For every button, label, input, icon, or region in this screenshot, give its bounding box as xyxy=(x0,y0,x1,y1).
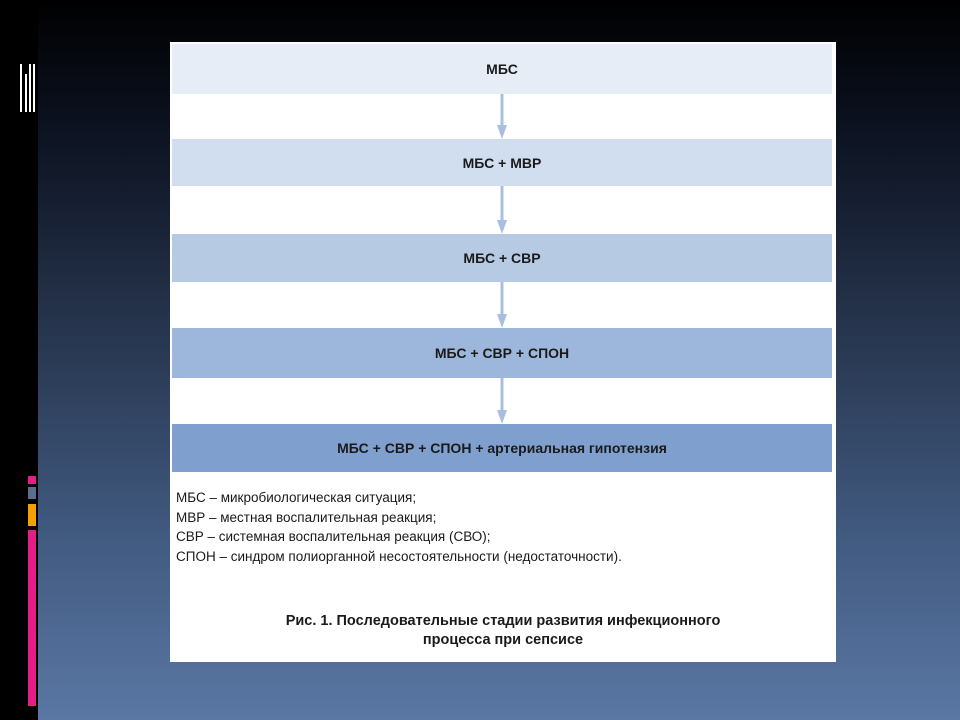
deco-line xyxy=(25,74,27,112)
figure-caption xyxy=(170,612,836,650)
stage-label-1: МБС xyxy=(486,61,518,77)
deco-blue-bar xyxy=(28,487,36,499)
sepsis-stages-figure xyxy=(170,42,836,662)
stage-box-3 xyxy=(172,234,832,282)
stage-box-2 xyxy=(172,139,832,186)
stage-box-5 xyxy=(172,424,832,472)
arrow-down-icon xyxy=(497,94,507,139)
deco-line xyxy=(33,64,35,112)
abbreviation-legend xyxy=(176,488,826,566)
deco-pink-tall-bar xyxy=(28,530,36,706)
legend-item: МВР – местная воспалительная реакция; xyxy=(176,509,437,525)
stage-label-2: МБС + МВР xyxy=(462,154,542,171)
arrow-down-icon xyxy=(497,282,507,328)
arrow-down-icon xyxy=(497,378,507,424)
arrow-down-icon xyxy=(497,186,507,234)
stage-label-5: МБС + СВР + СПОН + артериальная гипотензия xyxy=(337,440,667,456)
legend-item: МБС – микробиологическая ситуация; xyxy=(176,490,417,505)
caption-line-1: Рис. 1. Последовательные стадии развития инфекционного xyxy=(285,613,721,629)
stage-box-4 xyxy=(172,328,832,378)
deco-line xyxy=(20,64,22,112)
stage-label-4: МБС + СВР + СПОН xyxy=(434,345,570,361)
legend-item: СВР – системная воспалительная реакция (СВО); xyxy=(176,529,491,544)
legend-item: СПОН – синдром полиорганной несостоятельности (недостаточности). xyxy=(176,548,622,564)
caption-line-2: процесса при сепсисе xyxy=(422,632,584,648)
stage-label-3: МБС + СВР xyxy=(463,250,541,266)
deco-pink-bar xyxy=(28,476,36,484)
stage-box-1 xyxy=(172,44,832,94)
deco-orange-bar xyxy=(28,504,36,526)
deco-line xyxy=(29,64,31,112)
decorative-lines xyxy=(20,64,38,112)
